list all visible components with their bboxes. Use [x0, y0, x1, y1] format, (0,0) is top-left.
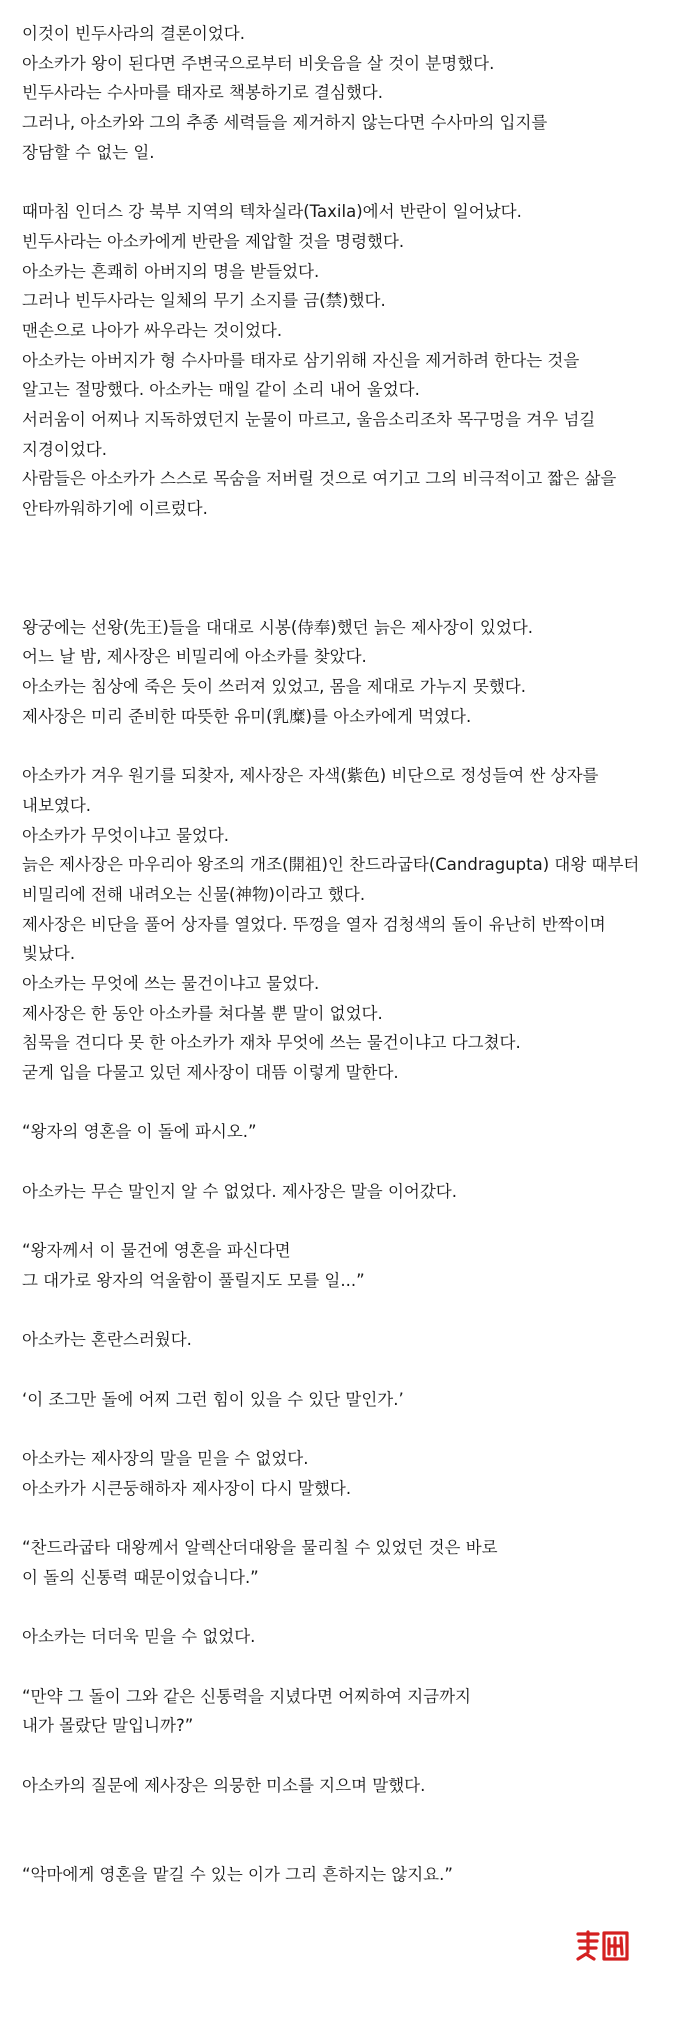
- blank-line: [22, 583, 682, 613]
- blank-line: [22, 1830, 682, 1860]
- blank-line: [22, 1147, 682, 1177]
- text-line: 굳게 입을 다물고 있던 제사장이 대뜸 이렇게 말한다.: [22, 1063, 399, 1083]
- text-line: 아소카는 무엇에 쓰는 물건이냐고 물었다.: [22, 974, 320, 993]
- blank-line: [22, 1207, 682, 1237]
- text-line: 아소카의 질문에 제사장은 의뭉한 미소를 지으며 말했다.: [22, 1775, 426, 1795]
- text-line: 아소카가 무엇이냐고 물었다.: [22, 825, 230, 845]
- text-line: 아소카는 흔쾌히 아버지의 명을 받들었다.: [22, 261, 320, 281]
- text-line: 장담할 수 없는 일.: [22, 142, 155, 162]
- blank-line: [22, 1652, 682, 1682]
- text-line: “왕자의 영혼을 이 돌에 파시오.”: [22, 1122, 257, 1142]
- text-line: 빈두사라는 아소카에게 반란을 제압할 것을 명령했다.: [22, 231, 405, 251]
- text-line: 침묵을 견디다 못 한 아소카가 재차 무엇에 쓰는 물건이냐고 다그쳤다.: [22, 1033, 521, 1053]
- text-line: 빛났다.: [22, 944, 76, 964]
- text-line: 아소카가 겨우 원기를 되찾자, 제사장은 자색(紫色) 비단으로 정성들여 싼 상자를: [22, 766, 599, 786]
- text-line: 아소카는 제사장의 말을 믿을 수 없었다.: [22, 1449, 309, 1468]
- text-line: “악마에게 영혼을 맡길 수 있는 이가 그리 흔하지는 않지요.”: [22, 1864, 453, 1884]
- text-line: 이것이 빈두사라의 결론이었다.: [22, 24, 245, 43]
- text-line: “찬드라굽타 대왕께서 알렉산더대왕을 물리칠 수 있었던 것은 바로: [22, 1538, 498, 1558]
- blank-line: [22, 1800, 682, 1830]
- text-line: 아소카는 무슨 말인지 알 수 없었다. 제사장은 말을 이어갔다.: [22, 1181, 457, 1201]
- text-line: “왕자께서 이 물건에 영혼을 파신다면: [22, 1241, 291, 1261]
- text-line: 내가 몰랐단 말입니까?”: [22, 1716, 194, 1736]
- blank-line: [22, 732, 682, 762]
- text-line: 그 대가로 왕자의 억울함이 풀릴지도 모를 일...”: [22, 1270, 365, 1290]
- blank-line: [22, 1592, 682, 1622]
- text-line: 늙은 제사장은 마우리아 왕조의 개조(開祖)인 찬드라굽타(Candragupta) 대왕 때부터: [22, 855, 640, 875]
- text-line: 때마침 인더스 강 북부 지역의 텍차실라(Taxila)에서 반란이 일어났다.: [22, 202, 522, 222]
- text-line: 아소카는 더더욱 믿을 수 없었다.: [22, 1627, 256, 1647]
- text-line: 안타까워하기에 이르렀다.: [22, 499, 208, 518]
- blank-line: [22, 167, 682, 197]
- text-line: 아소카가 시큰둥해하자 제사장이 다시 말했다.: [22, 1478, 352, 1498]
- story-text: [22, 19, 682, 1889]
- text-line: 지경이었다.: [22, 439, 107, 459]
- text-line: 왕궁에는 선왕(先王)들을 대대로 시봉(侍奉)했던 늙은 제사장이 있었다.: [22, 617, 533, 637]
- text-line: 아소카는 침상에 죽은 듯이 쓰러져 있었고, 몸을 제대로 가누지 못했다.: [22, 677, 526, 697]
- text-line: 그러나, 아소카와 그의 추종 세력들을 제거하지 않는다면 수사마의 입지를: [22, 113, 548, 133]
- text-line: 비밀리에 전해 내려오는 신물(神物)이라고 했다.: [22, 884, 366, 904]
- text-line: 서러움이 어찌나 지독하였던지 눈물이 마르고, 울음소리조차 목구멍을 겨우 넘길: [22, 409, 596, 429]
- blank-line: [22, 1503, 682, 1533]
- text-line: 아소카가 왕이 된다면 주변국으로부터 비웃음을 살 것이 분명했다.: [22, 53, 495, 73]
- text-line: 내보였다.: [22, 795, 92, 815]
- text-line: 제사장은 한 동안 아소카를 쳐다볼 뿐 말이 없었다.: [22, 1003, 383, 1023]
- text-line: 맨손으로 나아가 싸우라는 것이었다.: [22, 320, 283, 340]
- text-line: 사람들은 아소카가 스스로 목숨을 저버릴 것으로 여기고 그의 비극적이고 짧은 삶을: [22, 469, 617, 489]
- text-line: 제사장은 미리 준비한 따뜻한 유미(乳糜)를 아소카에게 먹였다.: [22, 706, 472, 726]
- blank-line: [22, 1414, 682, 1444]
- text-line: 제사장은 비단을 풀어 상자를 열었다. 뚜껑을 열자 검청색의 돌이 유난히 반짝이며: [22, 914, 606, 934]
- blank-line: [22, 1088, 682, 1118]
- text-line: 어느 날 밤, 제사장은 비밀리에 아소카를 찾았다.: [22, 647, 367, 667]
- red-seal-stamp-icon: [574, 1928, 632, 1964]
- text-line: 이 돌의 신통력 때문이었습니다.”: [22, 1567, 259, 1587]
- blank-line: [22, 553, 682, 583]
- text-line: 그러나 빈두사라는 일체의 무기 소지를 금(禁)했다.: [22, 291, 386, 311]
- text-line: ‘이 조그만 돌에 어찌 그런 힘이 있을 수 있단 말인가.’: [22, 1389, 404, 1409]
- blank-line: [22, 1296, 682, 1326]
- blank-line: [22, 1741, 682, 1771]
- blank-line: [22, 524, 682, 554]
- blank-line: [22, 1355, 682, 1385]
- text-line: “만약 그 돌이 그와 같은 신통력을 지녔다면 어찌하여 지금까지: [22, 1686, 471, 1706]
- text-line: 아소카는 아버지가 형 수사마를 태자로 삼기위해 자신을 제거하려 한다는 것을: [22, 350, 580, 370]
- text-line: 알고는 절망했다. 아소카는 매일 같이 소리 내어 울었다.: [22, 380, 420, 400]
- text-line: 아소카는 혼란스러웠다.: [22, 1330, 192, 1350]
- text-line: 빈두사라는 수사마를 태자로 책봉하기로 결심했다.: [22, 83, 383, 103]
